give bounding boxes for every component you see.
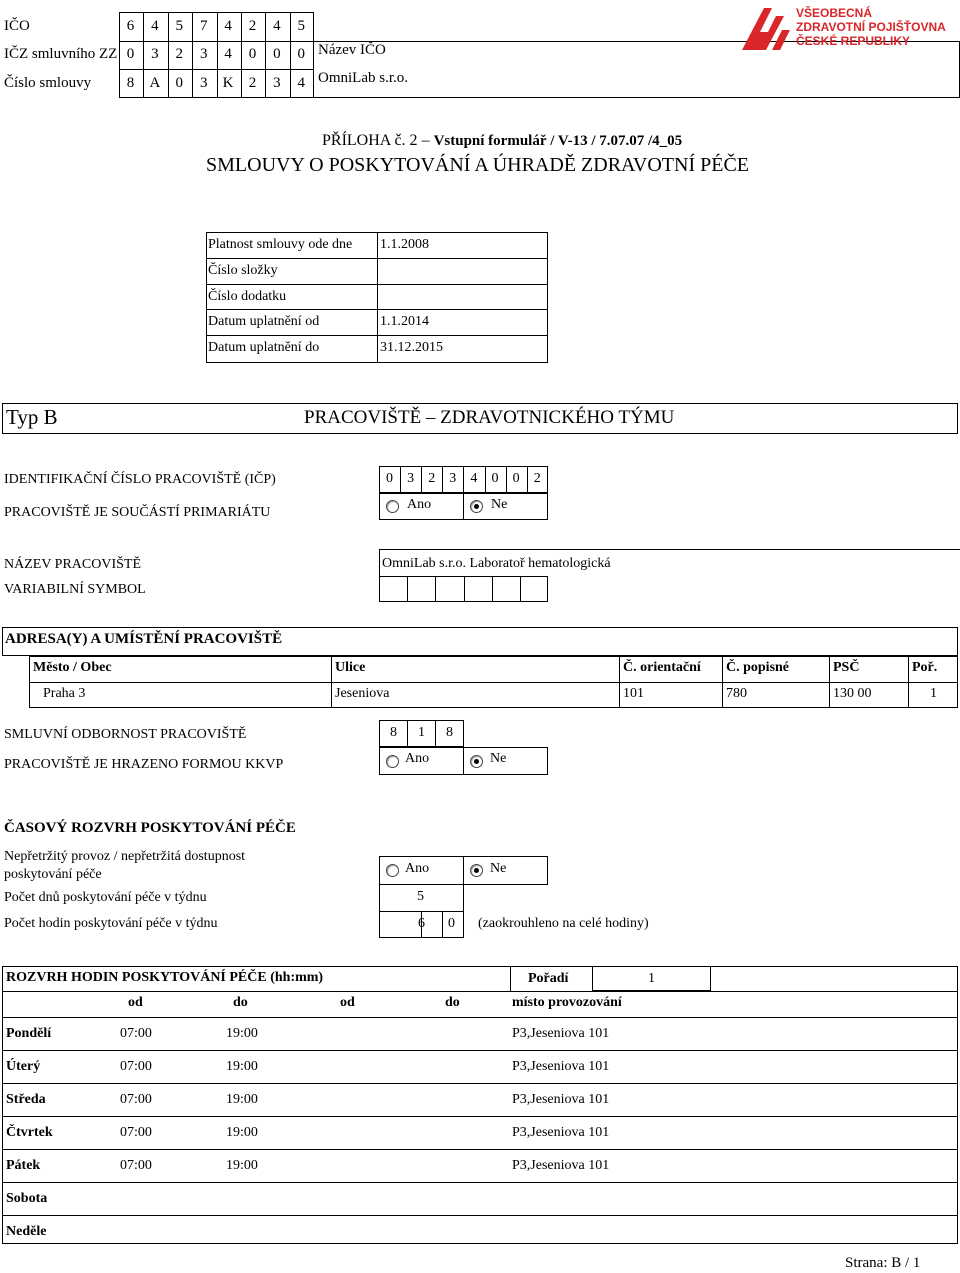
header-digit: 2	[175, 46, 184, 62]
kkvp-ano-radio[interactable]	[386, 755, 399, 768]
header-digit: K	[222, 75, 234, 91]
icp-digit: 0	[512, 471, 520, 486]
order-value: 1	[648, 971, 655, 986]
time-to: 19:00	[226, 1059, 258, 1074]
time-from: 07:00	[120, 1125, 152, 1140]
header-digit: 5	[297, 18, 306, 34]
primariat-ne-radio[interactable]	[470, 500, 483, 513]
kkvp-label: PRACOVIŠTĚ JE HRAZENO FORMOU KKVP	[4, 757, 284, 772]
validity-label: Číslo složky	[208, 262, 278, 278]
kkvp-ne-radio[interactable]	[470, 755, 483, 768]
header-digit: 0	[273, 46, 281, 62]
header-digit: 5	[175, 18, 184, 34]
day-label: Neděle	[6, 1224, 47, 1239]
place: P3,Jeseniova 101	[512, 1092, 610, 1107]
address-cell: Jeseniova	[335, 686, 390, 701]
header-digit: 4	[297, 75, 306, 91]
address-column-header: PSČ	[833, 660, 860, 675]
header-digit: 7	[199, 18, 208, 34]
time-to: 19:00	[226, 1092, 258, 1107]
specialty-digit: 8	[390, 725, 397, 740]
vzp-logo-text: VŠEOBECNÁ ZDRAVOTNÍ POJIŠŤOVNA ČESKÉ REPUBLIKY	[796, 6, 946, 48]
hours-digit: 0	[448, 916, 455, 931]
schedule-heading: ČASOVÝ ROZVRH POSKYTOVÁNÍ PÉČE	[4, 820, 296, 836]
validity-label: Platnost smlouvy ode dne	[208, 237, 353, 252]
validity-value: 1.1.2014	[380, 314, 429, 330]
primariat-label: PRACOVIŠTĚ JE SOUČÁSTÍ PRIMARIÁTU	[4, 505, 271, 520]
hours-column-header: od	[128, 995, 143, 1010]
primariat-ne-label: Ne	[491, 497, 508, 512]
header-digit: 4	[224, 46, 232, 62]
hours-note: (zaokrouhleno na celé hodiny)	[478, 916, 649, 931]
header-digit: A	[149, 75, 161, 91]
day-label: Středa	[6, 1092, 46, 1107]
order-label: Pořadí	[528, 971, 569, 986]
primariat-ano-label: Ano	[407, 497, 432, 512]
workplace-name-label: NÁZEV PRACOVIŠTĚ	[4, 557, 142, 572]
address-column-header: Č. popisné	[726, 660, 790, 675]
header-digit: 0	[248, 46, 257, 62]
icp-digit: 0	[386, 471, 393, 486]
validity-value: 1.1.2008	[380, 237, 429, 252]
specialty-label: SMLUVNÍ ODBORNOST PRACOVIŠTĚ	[4, 727, 247, 742]
ico-label: IČO	[4, 18, 30, 34]
hours-table-heading: ROZVRH HODIN POSKYTOVÁNÍ PÉČE (hh:mm)	[6, 970, 324, 985]
ico-name-box	[314, 41, 960, 98]
nonstop-label-1: Nepřetržitý provoz / nepřetržitá dostupnost	[4, 849, 246, 864]
hours-column-header: od	[340, 995, 355, 1010]
validity-value: 31.12.2015	[380, 340, 443, 356]
time-to: 19:00	[226, 1026, 258, 1041]
hours-label: Počet hodin poskytování péče v týdnu	[4, 916, 218, 931]
icp-digit: 2	[533, 471, 541, 486]
vs-label: VARIABILNÍ SYMBOL	[4, 582, 146, 597]
address-column-header: Město / Obec	[33, 660, 112, 675]
hours-column-header: do	[445, 995, 460, 1010]
nonstop-ne-radio[interactable]	[470, 864, 483, 877]
place: P3,Jeseniova 101	[512, 1026, 610, 1041]
header-digit: 4	[273, 18, 281, 34]
place: P3,Jeseniova 101	[512, 1125, 610, 1140]
validity-label: Datum uplatnění od	[208, 314, 320, 330]
icp-digit: 3	[407, 471, 415, 486]
type-label: Typ B	[6, 405, 58, 429]
address-cell: 101	[623, 686, 644, 701]
type-heading: PRACOVIŠTĚ – ZDRAVOTNICKÉHO TÝMU	[304, 407, 675, 428]
time-from: 07:00	[120, 1026, 152, 1041]
address-cell: Praha 3	[43, 686, 86, 701]
header-digit: 2	[248, 18, 257, 34]
address-column-header: Poř.	[912, 660, 938, 675]
days-label: Počet dnů poskytování péče v týdnu	[4, 890, 207, 905]
validity-label: Datum uplatnění do	[208, 340, 320, 356]
icp-digit: 4	[470, 471, 478, 486]
nonstop-label-2: poskytování péče	[4, 867, 102, 882]
specialty-digit: 1	[418, 725, 425, 740]
day-label: Pátek	[6, 1158, 41, 1173]
address-column-header: Ulice	[335, 660, 366, 675]
time-from: 07:00	[120, 1158, 152, 1173]
hours-digit: 6	[418, 916, 425, 931]
ico-name-value: OmniLab s.r.o.	[318, 70, 408, 86]
kkvp-ano-label: Ano	[405, 751, 430, 766]
address-cell: 1	[930, 686, 937, 701]
header-digit: 3	[199, 75, 208, 91]
ico-name-label: Název IČO	[318, 42, 386, 58]
header-digit: 2	[248, 75, 257, 91]
header-digit: 0	[126, 46, 135, 62]
place: P3,Jeseniova 101	[512, 1059, 610, 1074]
day-label: Sobota	[6, 1191, 48, 1206]
day-label: Pondělí	[6, 1026, 52, 1041]
header-digit: 3	[273, 75, 281, 91]
nonstop-ano-radio[interactable]	[386, 864, 399, 877]
address-cell: 780	[726, 686, 747, 701]
form-title-line1: PŘÍLOHA č. 2 – Vstupní formulář / V-13 / 7.07.07 /4_05	[322, 132, 683, 149]
header-digit: 4	[224, 18, 232, 34]
header-digit: 4	[151, 18, 159, 34]
header-digit: 3	[199, 46, 208, 62]
days-value: 5	[417, 889, 424, 904]
specialty-digit: 8	[446, 725, 453, 740]
validity-label: Číslo dodatku	[208, 288, 287, 304]
icp-label: IDENTIFIKAČNÍ ČÍSLO PRACOVIŠTĚ (IČP)	[4, 472, 276, 487]
header-digit: 6	[126, 18, 135, 34]
time-from: 07:00	[120, 1059, 152, 1074]
day-label: Čtvrtek	[6, 1125, 53, 1140]
place: P3,Jeseniova 101	[512, 1158, 610, 1173]
address-column-header: Č. orientační	[623, 660, 701, 675]
form-title-line2: SMLOUVY O POSKYTOVÁNÍ A ÚHRADĚ ZDRAVOTNÍ PÉČE	[206, 154, 749, 176]
address-heading: ADRESA(Y) A UMÍSTĚNÍ PRACOVIŠTĚ	[5, 631, 283, 647]
iczz-label: IČZ smluvního ZZ	[4, 46, 118, 62]
primariat-ano-radio[interactable]	[386, 500, 399, 513]
nonstop-ne-label: Ne	[490, 861, 507, 876]
page-number: Strana: B / 1	[845, 1255, 921, 1271]
icp-digit: 2	[428, 471, 436, 486]
header-digit: 0	[297, 46, 306, 62]
day-label: Úterý	[6, 1059, 41, 1074]
hours-column-header: místo provozování	[512, 995, 622, 1010]
nonstop-ano-label: Ano	[405, 861, 430, 876]
header-digit: 8	[126, 75, 135, 91]
time-from: 07:00	[120, 1092, 152, 1107]
workplace-name-value: OmniLab s.r.o. Laboratoř hematologická	[382, 556, 611, 571]
header-digit: 3	[151, 46, 159, 62]
kkvp-ne-label: Ne	[490, 751, 507, 766]
hours-column-header: do	[233, 995, 248, 1010]
icp-digit: 0	[491, 471, 499, 486]
icp-digit: 3	[449, 471, 457, 486]
header-digit: 0	[175, 75, 184, 91]
vzp-logo-icon	[742, 6, 792, 50]
contract-number-label: Číslo smlouvy	[4, 75, 92, 91]
time-to: 19:00	[226, 1125, 258, 1140]
address-cell: 130 00	[833, 686, 872, 701]
time-to: 19:00	[226, 1158, 258, 1173]
